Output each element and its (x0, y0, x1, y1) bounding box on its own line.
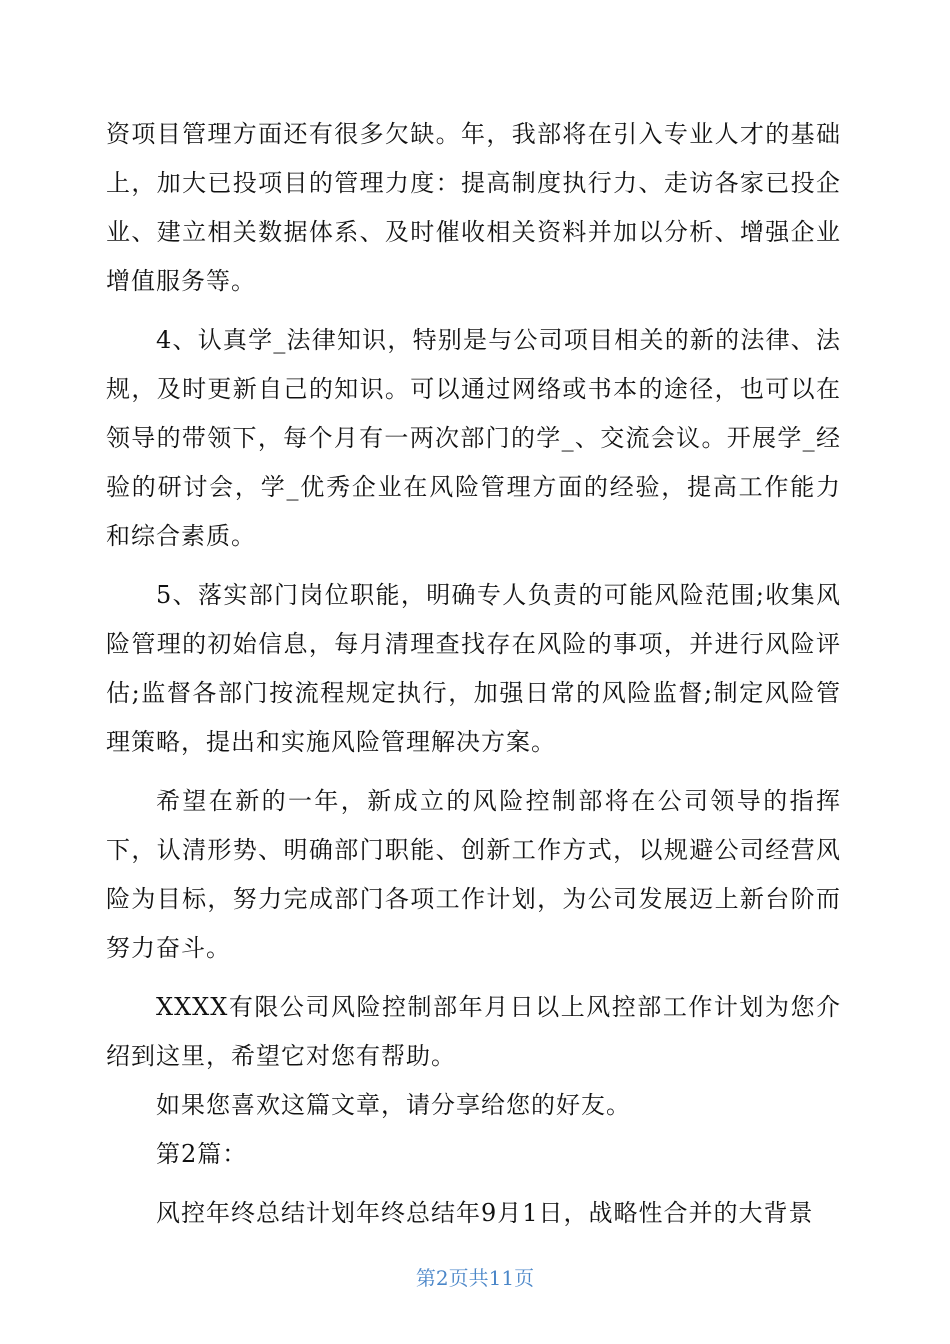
paragraph-1: 资项目管理方面还有很多欠缺。年，我部将在引入专业人才的基础上，加大已投项目的管理力度：提高制度执行力、走访各家已投企业、建立相关数据体系、及时催收相关资料并加以分析、增强企业增值服务等。 (106, 120, 841, 295)
paragraph-4: 希望在新的一年，新成立的风险控制部将在公司领导的指挥下，认清形势、明确部门职能、创新工作方式，以规避公司经营风险为目标，努力完成部门各项工作计划，为公司发展迈上新台阶而努力奋斗。 (106, 787, 841, 962)
page-number-footer: 第2页共11页 (415, 1266, 535, 1290)
paragraph-6: 如果您喜欢这篇文章，请分享给您的好友。 (156, 1091, 631, 1119)
paragraph-5: XXXX有限公司风险控制部年月日以上风控部工作计划为您介绍到这里，希望它对您有帮助。 (106, 993, 841, 1070)
paragraph-3: 5、落实部门岗位职能，明确专人负责的可能风险范围;收集风险管理的初始信息，每月清理查找存在风险的事项，并进行风险评估;监督各部门按流程规定执行，加强日常的风险监督;制定风险管理策略，提出和实施风险管理解决方案。 (106, 581, 841, 756)
section-heading: 第2篇： (156, 1140, 248, 1168)
document-body (106, 110, 841, 1238)
paragraph-2: 4、认真学_法律知识，特别是与公司项目相关的新的法律、法规，及时更新自己的知识。可以通过网络或书本的途径，也可以在领导的带领下，每个月有一两次部门的学_、交流会议。开展学_经验的研讨会，学_优秀企业在风险管理方面的经验，提高工作能力和综合素质。 (106, 326, 841, 550)
paragraph-7: 风控年终总结计划年终总结年9月1日，战略性合并的大背景 (156, 1199, 814, 1227)
